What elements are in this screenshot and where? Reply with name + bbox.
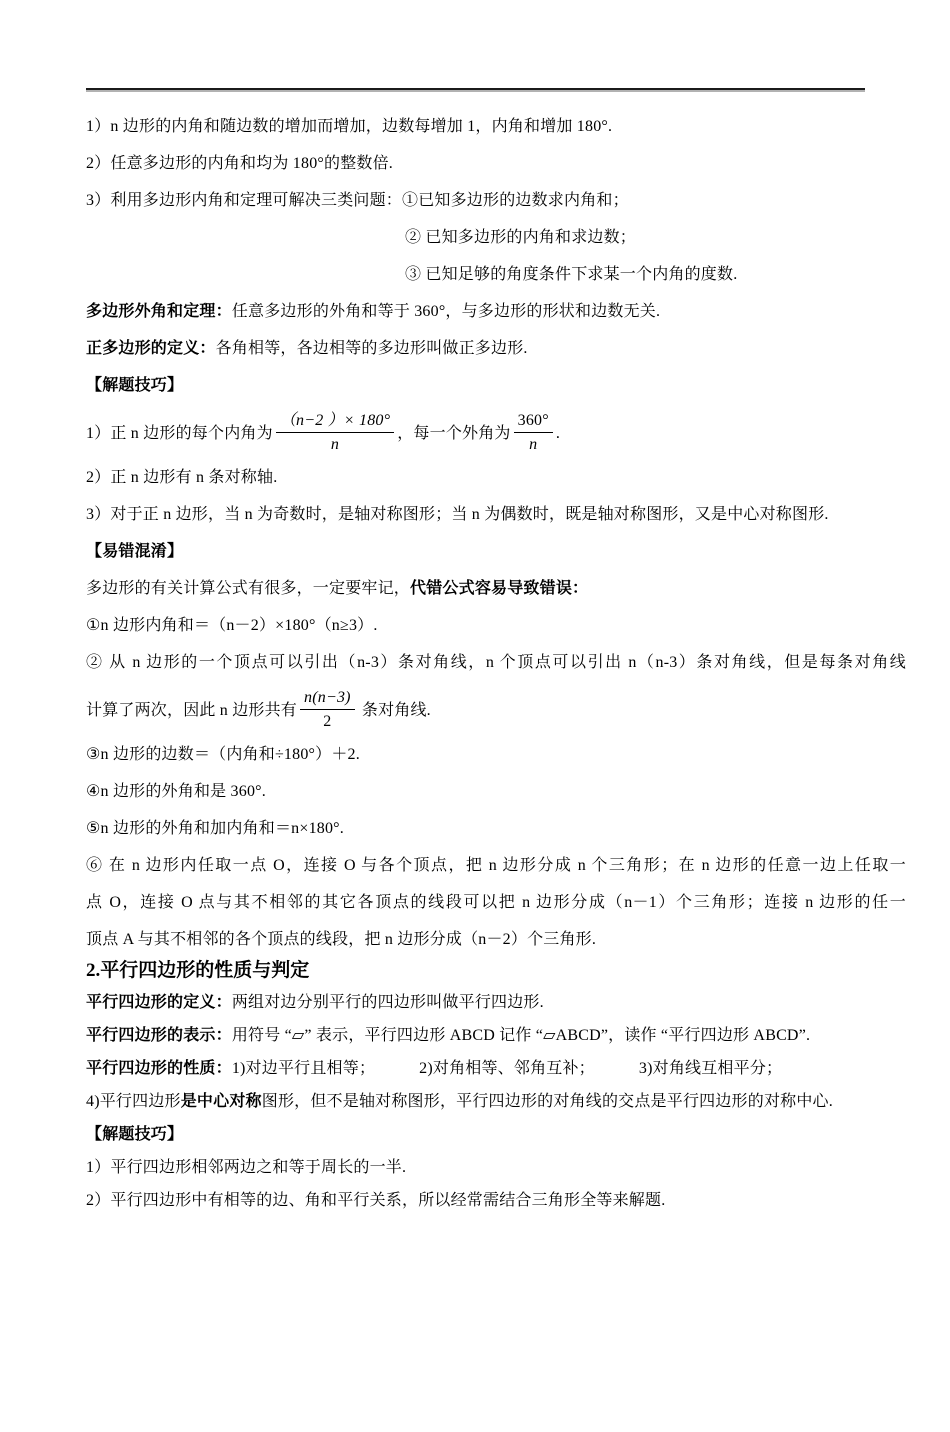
tips-parallelogram-item-1: 1）平行四边形相邻两边之和等于周长的一半. [86,1159,407,1176]
property-4-emphasis: 是中心对称 [180,1093,262,1110]
interior-item-3: 3）利用多边形内角和定理可解决三类问题：①已知多边形的边数求内角和； [86,192,629,209]
fraction-denominator: n [529,436,538,453]
confusions-item-4: ④n 边形的外角和是 360°. [86,783,266,800]
exterior-theorem-label: 多边形外角和定理： [86,303,232,320]
confusions-item-6-line-1: ⑥ 在 n 边形内任取一点 O，连接 O 与各个顶点，把 n 边形分成 n 个三角形；在 n 边形的任意一边上任取一 [86,857,906,874]
property-2: 2)对角相等、邻角互补； [419,1060,595,1077]
property-4-pre: 4)平行四边形 [86,1093,181,1110]
confusions-item-1: ①n 边形内角和＝（n－2）×180°（n≥3）. [86,617,378,634]
confusions-item-6-line-3: 顶点 A 与其不相邻的各个顶点的线段，把 n 边形分成（n－2）个三角形. [86,931,597,948]
header-divider [86,88,865,90]
parallelogram-notation-label: 平行四边形的表示： [86,1027,232,1044]
confusions-intro-text: 多边形的有关计算公式有很多，一定要牢记， [86,580,411,597]
exterior-theorem-line [86,302,906,321]
fraction-numerator: n(n−3) [300,688,355,710]
tips-polygon-item-1 [86,413,906,456]
tips-polygon-item-3: 3）对于正 n 边形，当 n 为奇数时，是轴对称图形；当 n 为偶数时，既是轴对称图形，又是中心对称图形. [86,506,829,523]
interior-item-1: 1）n 边形的内角和随边数的增加而增加，边数每增加 1，内角和增加 180°. [86,118,613,135]
parallelogram-properties-label: 平行四边形的性质： [86,1060,232,1077]
diagonal-text-pre: 计算了两次，因此 n 边形共有 [86,702,298,720]
parallelogram-definition-label: 平行四边形的定义： [86,994,232,1011]
parallelogram-properties-line [86,1059,906,1078]
property-4-post: 图形，但不是轴对称图形，平行四边形的对角线的交点是平行四边形的对称中心. [261,1093,833,1110]
diagonal-count-fraction [300,688,355,731]
property-3: 3)对角线互相平分； [638,1060,783,1077]
document-page [0,88,950,1210]
confusions-intro-warning: 代错公式容易导致错误： [410,580,589,597]
regular-polygon-def-label: 正多边形的定义： [86,340,216,357]
parallelogram-notation-text: 用符号 “▱” 表示，平行四边形 ABCD 记作 “▱ABCD”，读作 “平行四边形 ABCD”. [231,1027,811,1044]
formula-text-mid: ，每一个外角为 [397,425,511,443]
confusions-item-5: ⑤n 边形的外角和加内角和＝n×180°. [86,820,344,837]
tips-parallelogram-item-2: 2）平行四边形中有相等的边、角和平行关系，所以经常需结合三角形全等来解题. [86,1192,666,1209]
parallelogram-definition-line [86,993,906,1012]
exterior-theorem-text: 任意多边形的外角和等于 360°，与多边形的形状和边数无关. [231,303,661,320]
confusions-intro [86,579,906,598]
fraction-denominator: 2 [323,713,332,730]
tips-polygon-item-2: 2）正 n 边形有 n 条对称轴. [86,469,278,486]
fraction-numerator: 360° [514,411,553,433]
interior-angle-fraction [276,411,394,454]
parallelogram-property-4-line [86,1092,906,1111]
parallelogram-definition-text: 两组对边分别平行的四边形叫做平行四边形. [231,994,544,1011]
confusions-item-2-line-2 [86,690,906,733]
formula-text-end: . [555,425,561,443]
tips-polygon-heading: 【解题技巧】 [86,377,184,394]
confusions-item-6-line-2: 点 O，连接 O 点与其不相邻的其它各顶点的线段可以把 n 边形分成（n－1）个三角形；连接 n 边形的任一 [86,894,906,911]
exterior-angle-fraction [514,411,553,454]
parallelogram-notation-line [86,1026,906,1045]
fraction-denominator: n [330,436,340,453]
interior-item-3-sub-c: ③ 已知足够的角度条件下求某一个内角的度数. [405,266,738,283]
confusions-item-3: ③n 边形的边数＝（内角和÷180°）＋2. [86,746,360,763]
interior-item-2: 2）任意多边形的内角和均为 180°的整数倍. [86,155,393,172]
confusions-heading: 【易错混淆】 [86,543,184,560]
property-1: 1)对边平行且相等； [231,1060,376,1077]
confusions-item-2-line-1: ② 从 n 边形的一个顶点可以引出（n-3）条对角线，n 个顶点可以引出 n（n-3）条对角线，但是每条对角线 [86,654,906,671]
interior-item-3-sub-b: ② 已知多边形的内角和求边数； [405,229,637,246]
formula-text-pre: 1）正 n 边形的每个内角为 [86,425,273,443]
fraction-numerator: （n−2 ）× 180° [276,411,394,433]
tips-parallelogram-heading: 【解题技巧】 [86,1126,184,1143]
section-2-heading: 2.平行四边形的性质与判定 [86,960,310,981]
regular-polygon-def-text: 各角相等，各边相等的多边形叫做正多边形. [215,340,528,357]
regular-polygon-def-line [86,339,906,358]
diagonal-text-end: 条对角线. [357,702,431,720]
